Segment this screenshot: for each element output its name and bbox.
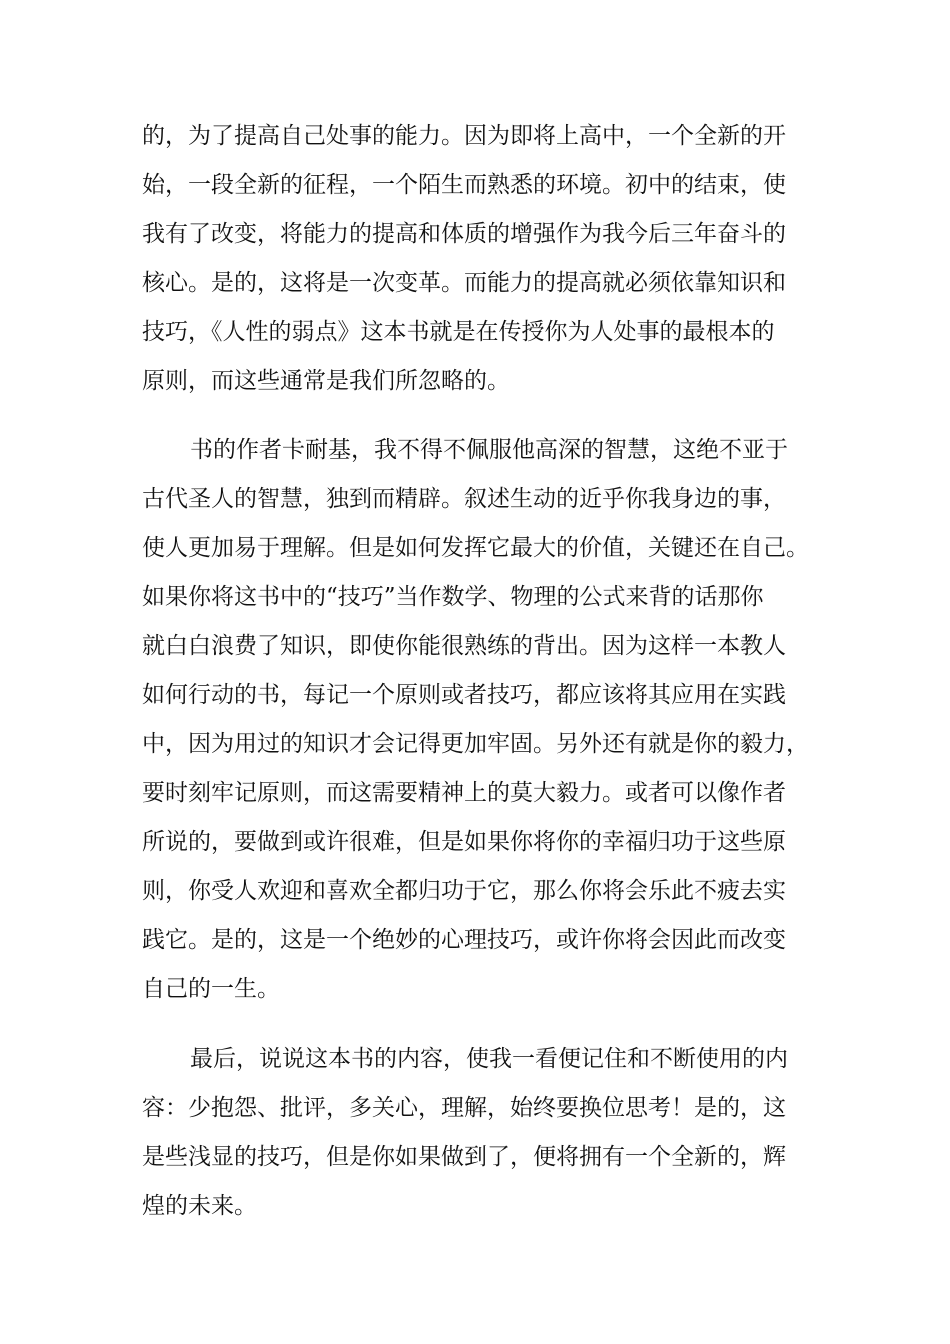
paragraph-1-line-2: 始，一段全新的征程，一个陌生而熟悉的环境。初中的结束，使 — [142, 172, 786, 198]
paragraph-3-line-1: 最后，说说这本书的内容，使我一看便记住和不断使用的内 — [190, 1046, 788, 1072]
paragraph-1-line-6: 原则，而这些通常是我们所忽略的。 — [142, 368, 510, 394]
paragraph-1-line-3: 我有了改变，将能力的提高和体质的增强作为我今后三年奋斗的 — [142, 221, 786, 247]
paragraph-2-line-11: 践它。是的，这是一个绝妙的心理技巧，或许你将会因此而改变 — [142, 927, 786, 953]
paragraph-3-line-3: 是些浅显的技巧，但是你如果做到了，便将拥有一个全新的，辉 — [142, 1144, 786, 1170]
paragraph-2-line-5: 就白白浪费了知识，即使你能很熟练的背出。因为这样一本教人 — [142, 633, 786, 659]
paragraph-2-line-2: 古代圣人的智慧，独到而精辟。叙述生动的近乎你我身边的事， — [142, 486, 786, 512]
paragraph-2-line-1: 书的作者卡耐基，我不得不佩服他高深的智慧，这绝不亚于 — [190, 437, 788, 463]
paragraph-3-line-4: 煌的未来。 — [142, 1193, 257, 1219]
paragraph-2-line-12: 自己的一生。 — [142, 976, 280, 1002]
paragraph-2-line-10: 则，你受人欢迎和喜欢全都归功于它，那么你将会乐此不疲去实 — [142, 878, 786, 904]
paragraph-1-line-1: 的，为了提高自己处事的能力。因为即将上高中，一个全新的开 — [142, 123, 786, 149]
paragraph-2-line-3: 使人更加易于理解。但是如何发挥它最大的价值，关键还在自己。 — [142, 535, 809, 561]
paragraph-2-line-8: 要时刻牢记原则，而这需要精神上的莫大毅力。或者可以像作者 — [142, 780, 786, 806]
paragraph-1-line-5: 技巧，《人性的弱点》这本书就是在传授你为人处事的最根本的 — [142, 319, 775, 345]
paragraph-2-line-4: 如果你将这书中的“技巧”当作数学、物理的公式来背的话那你 — [142, 584, 764, 610]
paragraph-1-line-4: 核心。是的，这将是一次变革。而能力的提高就必须依靠知识和 — [142, 270, 786, 296]
paragraph-3-line-2: 容：少抱怨、批评，多关心，理解，始终要换位思考！是的，这 — [142, 1095, 786, 1121]
paragraph-2-line-9: 所说的，要做到或许很难，但是如果你将你的幸福归功于这些原 — [142, 829, 786, 855]
paragraph-2-line-6: 如何行动的书，每记一个原则或者技巧，都应该将其应用在实践 — [142, 682, 786, 708]
paragraph-2-line-7: 中，因为用过的知识才会记得更加牢固。另外还有就是你的毅力， — [142, 731, 809, 757]
